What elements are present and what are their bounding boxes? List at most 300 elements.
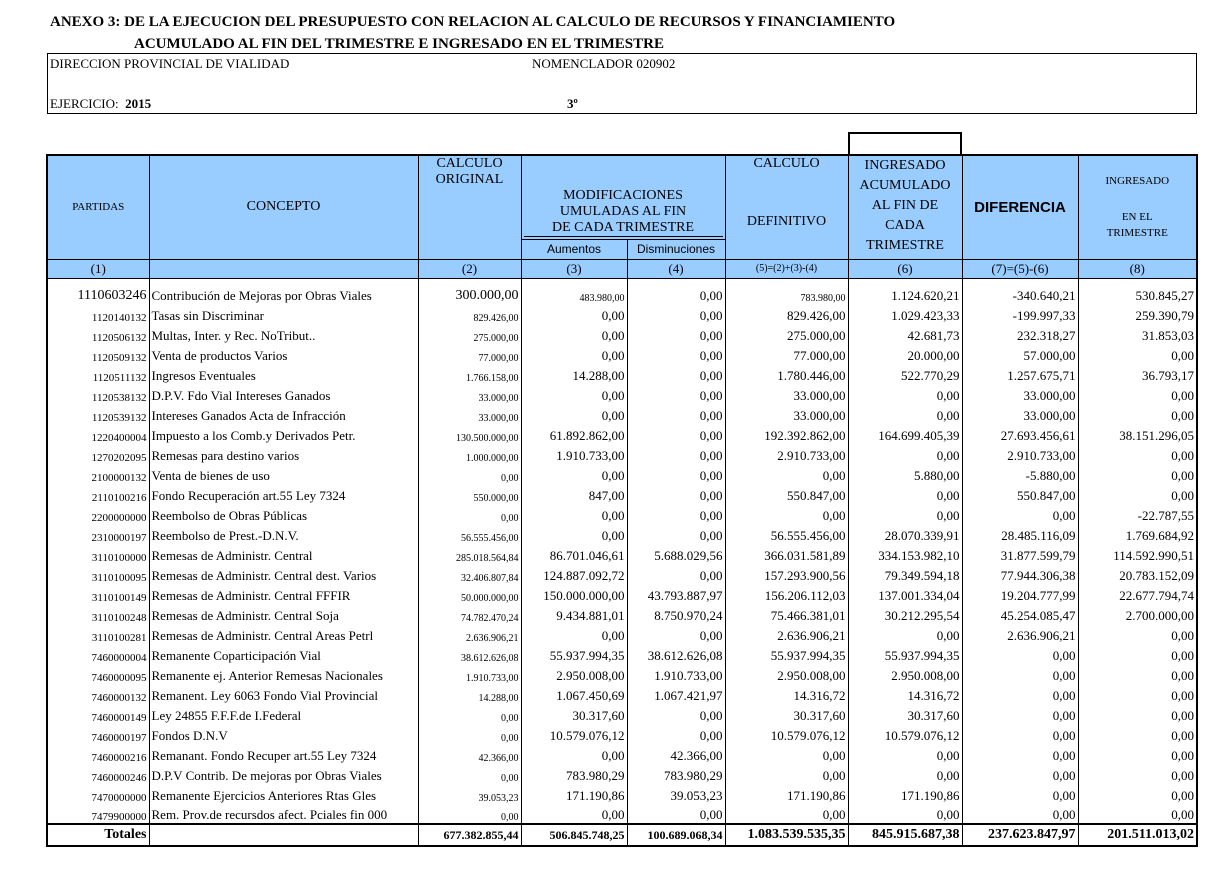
- total-aumentos[interactable]: 506.845.748,25: [521, 824, 627, 846]
- cell-ingresado-acum[interactable]: 30.212.295,54: [848, 604, 962, 624]
- cell-disminuciones[interactable]: 8.750.970,24: [627, 604, 725, 624]
- cell-original[interactable]: 300.000,00: [418, 284, 521, 304]
- colnum-2[interactable]: (2): [418, 259, 521, 278]
- cell-original[interactable]: 0,00: [418, 764, 521, 784]
- table-row: [47, 524, 1197, 544]
- cell-disminuciones[interactable]: 38.612.626,08: [627, 644, 725, 664]
- info-box: [47, 53, 1197, 114]
- table-row: [47, 304, 1197, 324]
- cell-original[interactable]: 74.782.470,24: [418, 604, 521, 624]
- cell-aumentos[interactable]: 61.892.862,00: [521, 424, 627, 444]
- cell-original[interactable]: 285.018.564,84: [418, 544, 521, 564]
- cell-original[interactable]: 0,00: [418, 464, 521, 484]
- cell-partida[interactable]: 1120509132: [47, 344, 149, 364]
- cell-ingresado-acum[interactable]: 0,00: [848, 444, 962, 464]
- cell-aumentos[interactable]: 0,00: [521, 464, 627, 484]
- cell-disminuciones[interactable]: 0,00: [627, 524, 725, 544]
- cell-ingresado-acum[interactable]: 28.070.339,91: [848, 524, 962, 544]
- table-row: [47, 724, 1197, 744]
- cell-partida[interactable]: 7460000095: [47, 664, 149, 684]
- cell-original[interactable]: 130.500.000,00: [418, 424, 521, 444]
- cell-concepto[interactable]: Multas, Inter. y Rec. NoTribut..: [149, 324, 418, 344]
- total-original[interactable]: 677.382.855,44: [418, 824, 521, 846]
- cell-aumentos[interactable]: 171.190,86: [521, 784, 627, 804]
- cell-partida[interactable]: 3110100095: [47, 564, 149, 584]
- cell-ingresado-trim[interactable]: 0,00: [1078, 624, 1197, 644]
- cell-ingresado-acum[interactable]: 14.316,72: [848, 684, 962, 704]
- cell-concepto[interactable]: Remesas para destino varios: [149, 444, 418, 464]
- cell-ingresado-acum[interactable]: 79.349.594,18: [848, 564, 962, 584]
- header-calculo-original-line2: ORIGINAL: [435, 172, 504, 187]
- cell-original[interactable]: 50.000.000,00: [418, 584, 521, 604]
- cell-ingresado-acum[interactable]: 10.579.076,12: [848, 724, 962, 744]
- header-concepto[interactable]: CONCEPTO: [149, 155, 418, 259]
- cell-diferencia[interactable]: 550.847,00: [962, 484, 1078, 504]
- cell-ingresado-trim[interactable]: 0,00: [1078, 384, 1197, 404]
- cell-partida[interactable]: 7460000216: [47, 744, 149, 764]
- cell-original[interactable]: 275.000,00: [418, 324, 521, 344]
- totals-blank[interactable]: [149, 824, 418, 846]
- cell-aumentos[interactable]: 0,00: [521, 524, 627, 544]
- table-row: [47, 584, 1197, 604]
- cell-partida[interactable]: 2310000197: [47, 524, 149, 544]
- cell-ingresado-acum[interactable]: 55.937.994,35: [848, 644, 962, 664]
- cell-concepto[interactable]: Reembolso de Prest.-D.N.V.: [149, 524, 418, 544]
- cell-partida[interactable]: 2110100216: [47, 484, 149, 504]
- total-definitivo[interactable]: 1.083.539.535,35: [725, 824, 848, 846]
- cell-aumentos[interactable]: 0,00: [521, 344, 627, 364]
- cell-aumentos[interactable]: 55.937.994,35: [521, 644, 627, 664]
- cell-original[interactable]: 32.406.807,84: [418, 564, 521, 584]
- header-ingresado-acumulado-line2: ACUMULADO: [859, 178, 951, 193]
- cell-aumentos[interactable]: 0,00: [521, 304, 627, 324]
- cell-aumentos[interactable]: 30.317,60: [521, 704, 627, 724]
- cell-disminuciones[interactable]: 0,00: [627, 364, 725, 384]
- cell-original[interactable]: 829.426,00: [418, 304, 521, 324]
- cell-diferencia[interactable]: 0,00: [962, 764, 1078, 784]
- cell-concepto[interactable]: Remesas de Administr. Central dest. Varios: [149, 564, 418, 584]
- cell-diferencia[interactable]: 31.877.599,79: [962, 544, 1078, 564]
- header-aumentos[interactable]: Aumentos: [521, 239, 627, 259]
- cell-aumentos[interactable]: 0,00: [521, 504, 627, 524]
- cell-diferencia[interactable]: 0,00: [962, 504, 1078, 524]
- cell-partida[interactable]: 3110100149: [47, 584, 149, 604]
- cell-ingresado-trim[interactable]: 0,00: [1078, 404, 1197, 424]
- cell-ingresado-trim[interactable]: 20.783.152,09: [1078, 564, 1197, 584]
- selected-cell-indicator[interactable]: [848, 132, 962, 154]
- cell-ingresado-trim[interactable]: 0,00: [1078, 704, 1197, 724]
- cell-disminuciones[interactable]: 783.980,29: [627, 764, 725, 784]
- cell-aumentos[interactable]: 0,00: [521, 744, 627, 764]
- cell-diferencia[interactable]: 28.485.116,09: [962, 524, 1078, 544]
- cell-partida[interactable]: 1220400004: [47, 424, 149, 444]
- header-diferencia[interactable]: DIFERENCIA: [962, 155, 1078, 259]
- cell-aumentos[interactable]: 847,00: [521, 484, 627, 504]
- table-row: [47, 744, 1197, 764]
- cell-ingresado-acum[interactable]: 137.001.334,04: [848, 584, 962, 604]
- cell-disminuciones[interactable]: 43.793.887,97: [627, 584, 725, 604]
- cell-concepto[interactable]: Rem. Prov.de recursdos afect. Pciales fin 000: [149, 804, 418, 824]
- report-title-line2: ACUMULADO AL FIN DEL TRIMESTRE E INGRESADO EN EL TRIMESTRE: [134, 36, 664, 52]
- colnum-3[interactable]: (3): [521, 259, 627, 278]
- cell-aumentos[interactable]: 0,00: [521, 384, 627, 404]
- cell-partida[interactable]: 3110100000: [47, 544, 149, 564]
- table-row: [47, 324, 1197, 344]
- cell-aumentos[interactable]: 783.980,29: [521, 764, 627, 784]
- total-diferencia[interactable]: 237.623.847,97: [962, 824, 1078, 846]
- cell-original[interactable]: 0,00: [418, 724, 521, 744]
- total-ingresado-trim[interactable]: 201.511.013,02: [1078, 824, 1197, 846]
- cell-concepto[interactable]: Contribución de Mejoras por Obras Viales: [149, 284, 418, 304]
- cell-diferencia[interactable]: 2.910.733,00: [962, 444, 1078, 464]
- cell-ingresado-trim[interactable]: -22.787,55: [1078, 504, 1197, 524]
- cell-ingresado-trim[interactable]: 38.151.296,05: [1078, 424, 1197, 444]
- cell-partida[interactable]: 3110100281: [47, 624, 149, 644]
- cell-partida[interactable]: 7479900000: [47, 804, 149, 824]
- cell-definitivo[interactable]: 0,00: [725, 504, 848, 524]
- cell-disminuciones[interactable]: 0,00: [627, 484, 725, 504]
- cell-definitivo[interactable]: 171.190,86: [725, 784, 848, 804]
- header-disminuciones[interactable]: Disminuciones: [627, 239, 725, 259]
- cell-partida[interactable]: 7460000246: [47, 764, 149, 784]
- cell-original[interactable]: 1.766.158,00: [418, 364, 521, 384]
- table-row: [47, 644, 1197, 664]
- cell-definitivo[interactable]: 1.780.446,00: [725, 364, 848, 384]
- cell-definitivo[interactable]: 550.847,00: [725, 484, 848, 504]
- cell-definitivo[interactable]: 0,00: [725, 464, 848, 484]
- cell-ingresado-acum[interactable]: 20.000,00: [848, 344, 962, 364]
- cell-diferencia[interactable]: -199.997,33: [962, 304, 1078, 324]
- cell-disminuciones[interactable]: 1.067.421,97: [627, 684, 725, 704]
- cell-definitivo[interactable]: 783.980,00: [725, 284, 848, 304]
- cell-ingresado-acum[interactable]: 42.681,73: [848, 324, 962, 344]
- cell-concepto[interactable]: Fondos D.N.V: [149, 724, 418, 744]
- total-ingresado-acum[interactable]: 845.915.687,38: [848, 824, 962, 846]
- cell-original[interactable]: 77.000,00: [418, 344, 521, 364]
- cell-diferencia[interactable]: 0,00: [962, 704, 1078, 724]
- cell-ingresado-trim[interactable]: 0,00: [1078, 444, 1197, 464]
- table-row: [47, 544, 1197, 564]
- cell-partida[interactable]: 7460000149: [47, 704, 149, 724]
- cell-diferencia[interactable]: 0,00: [962, 644, 1078, 664]
- colnum-5[interactable]: (5)=(2)+(3)-(4): [725, 259, 848, 278]
- cell-disminuciones[interactable]: 0,00: [627, 304, 725, 324]
- cell-concepto[interactable]: Remanant. Fondo Recuper art.55 Ley 7324: [149, 744, 418, 764]
- cell-definitivo[interactable]: 33.000,00: [725, 384, 848, 404]
- cell-aumentos[interactable]: 2.950.008,00: [521, 664, 627, 684]
- cell-ingresado-acum[interactable]: 0,00: [848, 484, 962, 504]
- cell-definitivo[interactable]: 33.000,00: [725, 404, 848, 424]
- cell-diferencia[interactable]: 45.254.085,47: [962, 604, 1078, 624]
- cell-original[interactable]: 33.000,00: [418, 404, 521, 424]
- colnum-6[interactable]: (6): [848, 259, 962, 278]
- cell-definitivo[interactable]: 156.206.112,03: [725, 584, 848, 604]
- cell-ingresado-trim[interactable]: 0,00: [1078, 764, 1197, 784]
- cell-disminuciones[interactable]: 0,00: [627, 344, 725, 364]
- trimestre-value: 3º: [567, 96, 578, 111]
- cell-diferencia[interactable]: 77.944.306,38: [962, 564, 1078, 584]
- cell-disminuciones[interactable]: 0,00: [627, 324, 725, 344]
- table-row: [47, 764, 1197, 784]
- cell-aumentos[interactable]: 1.910.733,00: [521, 444, 627, 464]
- cell-ingresado-acum[interactable]: 0,00: [848, 744, 962, 764]
- cell-definitivo[interactable]: 192.392.862,00: [725, 424, 848, 444]
- cell-aumentos[interactable]: 9.434.881,01: [521, 604, 627, 624]
- cell-original[interactable]: 2.636.906,21: [418, 624, 521, 644]
- cell-ingresado-trim[interactable]: 0,00: [1078, 804, 1197, 824]
- cell-ingresado-trim[interactable]: 0,00: [1078, 724, 1197, 744]
- cell-ingresado-acum[interactable]: 164.699.405,39: [848, 424, 962, 444]
- cell-concepto[interactable]: Reembolso de Obras Públicas: [149, 504, 418, 524]
- colnum-1[interactable]: (1): [47, 259, 149, 278]
- cell-partida[interactable]: 7460000004: [47, 644, 149, 664]
- cell-concepto[interactable]: Ingresos Eventuales: [149, 364, 418, 384]
- header-calculo-definitivo-line2: DEFINITIVO: [746, 214, 827, 229]
- header-calculo-original-line1: CALCULO: [436, 156, 503, 171]
- cell-original[interactable]: 39.053,23: [418, 784, 521, 804]
- cell-concepto[interactable]: Impuesto a los Comb.y Derivados Petr.: [149, 424, 418, 444]
- report-title-line1: ANEXO 3: DE LA EJECUCION DEL PRESUPUESTO CON RELACION AL CALCULO DE RECURSOS Y FINANCIAMIENTO: [50, 14, 896, 30]
- cell-partida[interactable]: 7460000197: [47, 724, 149, 744]
- cell-ingresado-acum[interactable]: 0,00: [848, 764, 962, 784]
- cell-disminuciones[interactable]: 0,00: [627, 504, 725, 524]
- cell-concepto[interactable]: Remanente Ejercicios Anteriores Rtas Gles: [149, 784, 418, 804]
- cell-diferencia[interactable]: 19.204.777,99: [962, 584, 1078, 604]
- cell-definitivo[interactable]: 2.950.008,00: [725, 664, 848, 684]
- cell-disminuciones[interactable]: 0,00: [627, 404, 725, 424]
- cell-definitivo[interactable]: 0,00: [725, 804, 848, 824]
- colnum-8[interactable]: (8): [1078, 259, 1197, 278]
- cell-definitivo[interactable]: 55.937.994,35: [725, 644, 848, 664]
- cell-diferencia[interactable]: 0,00: [962, 684, 1078, 704]
- cell-diferencia[interactable]: 0,00: [962, 744, 1078, 764]
- cell-ingresado-trim[interactable]: 0,00: [1078, 684, 1197, 704]
- header-ingresado-trimestre[interactable]: [1078, 155, 1197, 259]
- colnum-4[interactable]: (4): [627, 259, 725, 278]
- cell-disminuciones[interactable]: 0,00: [627, 564, 725, 584]
- cell-ingresado-trim[interactable]: 0,00: [1078, 784, 1197, 804]
- cell-aumentos[interactable]: 0,00: [521, 804, 627, 824]
- cell-definitivo[interactable]: 829.426,00: [725, 304, 848, 324]
- table-row: [47, 564, 1197, 584]
- cell-concepto[interactable]: Remesas de Administr. Central: [149, 544, 418, 564]
- cell-diferencia[interactable]: 57.000,00: [962, 344, 1078, 364]
- cell-ingresado-trim[interactable]: 0,00: [1078, 744, 1197, 764]
- cell-disminuciones[interactable]: 0,00: [627, 724, 725, 744]
- total-disminuciones[interactable]: 100.689.068,34: [627, 824, 725, 846]
- cell-partida[interactable]: 7460000132: [47, 684, 149, 704]
- cell-partida[interactable]: 1120538132: [47, 384, 149, 404]
- header-ingresado-acumulado-line1: INGRESADO: [864, 158, 946, 173]
- cell-original[interactable]: 1.910.733,00: [418, 664, 521, 684]
- cell-concepto[interactable]: Ley 24855 F.F.F.de I.Federal: [149, 704, 418, 724]
- cell-concepto[interactable]: Tasas sin Discriminar: [149, 304, 418, 324]
- cell-disminuciones[interactable]: 0,00: [627, 804, 725, 824]
- cell-ingresado-trim[interactable]: 2.700.000,00: [1078, 604, 1197, 624]
- cell-ingresado-acum[interactable]: 5.880,00: [848, 464, 962, 484]
- header-partidas[interactable]: PARTIDAS: [47, 155, 149, 259]
- cell-ingresado-acum[interactable]: 0,00: [848, 624, 962, 644]
- cell-concepto[interactable]: Intereses Ganados Acta de Infracción: [149, 404, 418, 424]
- cell-partida[interactable]: 1120511132: [47, 364, 149, 384]
- colnum-7[interactable]: (7)=(5)-(6): [962, 259, 1078, 278]
- cell-concepto[interactable]: Venta de productos Varios: [149, 344, 418, 364]
- header-calculo-definitivo[interactable]: [725, 155, 848, 259]
- cell-concepto[interactable]: Remesas de Administr. Central Areas Petrl: [149, 624, 418, 644]
- cell-disminuciones[interactable]: 42.366,00: [627, 744, 725, 764]
- cell-ingresado-trim[interactable]: 259.390,79: [1078, 304, 1197, 324]
- cell-definitivo[interactable]: 75.466.381,01: [725, 604, 848, 624]
- cell-aumentos[interactable]: 124.887.092,72: [521, 564, 627, 584]
- cell-concepto[interactable]: Venta de bienes de uso: [149, 464, 418, 484]
- cell-ingresado-trim[interactable]: 0,00: [1078, 464, 1197, 484]
- cell-ingresado-trim[interactable]: 22.677.794,74: [1078, 584, 1197, 604]
- cell-ingresado-acum[interactable]: 1.029.423,33: [848, 304, 962, 324]
- header-calculo-definitivo-line1: CALCULO: [753, 156, 820, 171]
- cell-original[interactable]: 1.000.000,00: [418, 444, 521, 464]
- cell-concepto[interactable]: Remanent. Ley 6063 Fondo Vial Provincial: [149, 684, 418, 704]
- cell-definitivo[interactable]: 14.316,72: [725, 684, 848, 704]
- cell-concepto[interactable]: Remesas de Administr. Central FFFIR: [149, 584, 418, 604]
- cell-definitivo[interactable]: 0,00: [725, 764, 848, 784]
- table-row: [47, 804, 1197, 824]
- totals-label[interactable]: Totales: [47, 824, 149, 846]
- cell-aumentos[interactable]: 483.980,00: [521, 284, 627, 304]
- cell-ingresado-acum[interactable]: 0,00: [848, 404, 962, 424]
- cell-ingresado-trim[interactable]: 0,00: [1078, 484, 1197, 504]
- cell-partida[interactable]: 1110603246: [47, 284, 149, 304]
- cell-definitivo[interactable]: 157.293.900,56: [725, 564, 848, 584]
- cell-aumentos[interactable]: 86.701.046,61: [521, 544, 627, 564]
- cell-ingresado-acum[interactable]: 522.770,29: [848, 364, 962, 384]
- cell-ingresado-trim[interactable]: 114.592.990,51: [1078, 544, 1197, 564]
- cell-ingresado-trim[interactable]: 1.769.684,92: [1078, 524, 1197, 544]
- cell-partida[interactable]: 1120539132: [47, 404, 149, 424]
- cell-disminuciones[interactable]: 0,00: [627, 384, 725, 404]
- cell-diferencia[interactable]: 0,00: [962, 784, 1078, 804]
- cell-diferencia[interactable]: 27.693.456,61: [962, 424, 1078, 444]
- cell-disminuciones[interactable]: 0,00: [627, 464, 725, 484]
- cell-original[interactable]: 33.000,00: [418, 384, 521, 404]
- cell-disminuciones[interactable]: 1.910.733,00: [627, 664, 725, 684]
- cell-ingresado-acum[interactable]: 2.950.008,00: [848, 664, 962, 684]
- cell-ingresado-trim[interactable]: 0,00: [1078, 644, 1197, 664]
- cell-original[interactable]: 0,00: [418, 704, 521, 724]
- cell-aumentos[interactable]: 0,00: [521, 324, 627, 344]
- cell-disminuciones[interactable]: 39.053,23: [627, 784, 725, 804]
- ejercicio-value: 2015: [125, 96, 152, 111]
- cell-ingresado-trim[interactable]: 31.853,03: [1078, 324, 1197, 344]
- cell-partida[interactable]: 1120506132: [47, 324, 149, 344]
- cell-concepto[interactable]: Remanente ej. Anterior Remesas Nacionales: [149, 664, 418, 684]
- cell-disminuciones[interactable]: 5.688.029,56: [627, 544, 725, 564]
- cell-definitivo[interactable]: 275.000,00: [725, 324, 848, 344]
- cell-partida[interactable]: 3110100248: [47, 604, 149, 624]
- cell-original[interactable]: 56.555.456,00: [418, 524, 521, 544]
- cell-diferencia[interactable]: 0,00: [962, 804, 1078, 824]
- cell-ingresado-acum[interactable]: 0,00: [848, 504, 962, 524]
- cell-aumentos[interactable]: 1.067.450,69: [521, 684, 627, 704]
- ejercicio-line: [50, 96, 151, 112]
- header-modificaciones-line1: MODIFICACIONES: [563, 187, 683, 203]
- cell-original[interactable]: 0,00: [418, 504, 521, 524]
- cell-definitivo[interactable]: 2.636.906,21: [725, 624, 848, 644]
- cell-definitivo[interactable]: 2.910.733,00: [725, 444, 848, 464]
- cell-definitivo[interactable]: 30.317,60: [725, 704, 848, 724]
- cell-diferencia[interactable]: 0,00: [962, 664, 1078, 684]
- cell-ingresado-acum[interactable]: 30.317,60: [848, 704, 962, 724]
- cell-concepto[interactable]: D.P.V Contrib. De mejoras por Obras Viales: [149, 764, 418, 784]
- cell-original[interactable]: 38.612.626,08: [418, 644, 521, 664]
- cell-disminuciones[interactable]: 0,00: [627, 284, 725, 304]
- cell-ingresado-trim[interactable]: 0,00: [1078, 344, 1197, 364]
- cell-concepto[interactable]: Fondo Recuperación art.55 Ley 7324: [149, 484, 418, 504]
- cell-diferencia[interactable]: 232.318,27: [962, 324, 1078, 344]
- cell-aumentos[interactable]: 10.579.076,12: [521, 724, 627, 744]
- cell-definitivo[interactable]: 10.579.076,12: [725, 724, 848, 744]
- cell-definitivo[interactable]: 56.555.456,00: [725, 524, 848, 544]
- cell-definitivo[interactable]: 77.000,00: [725, 344, 848, 364]
- cell-disminuciones[interactable]: 0,00: [627, 424, 725, 444]
- cell-diferencia[interactable]: 2.636.906,21: [962, 624, 1078, 644]
- cell-partida[interactable]: 7470000000: [47, 784, 149, 804]
- cell-original[interactable]: 550.000,00: [418, 484, 521, 504]
- cell-concepto[interactable]: D.P.V. Fdo Vial Intereses Ganados: [149, 384, 418, 404]
- cell-ingresado-trim[interactable]: 0,00: [1078, 664, 1197, 684]
- totals-row: [47, 824, 1197, 846]
- cell-ingresado-acum[interactable]: 0,00: [848, 804, 962, 824]
- cell-diferencia[interactable]: -340.640,21: [962, 284, 1078, 304]
- header-modificaciones[interactable]: [521, 155, 725, 239]
- cell-definitivo[interactable]: 0,00: [725, 744, 848, 764]
- header-calculo-original[interactable]: [418, 155, 521, 259]
- table-row: [47, 624, 1197, 644]
- table-row: [47, 344, 1197, 364]
- cell-partida[interactable]: 2100000132: [47, 464, 149, 484]
- cell-ingresado-acum[interactable]: 1.124.620,21: [848, 284, 962, 304]
- cell-disminuciones[interactable]: 0,00: [627, 444, 725, 464]
- cell-diferencia[interactable]: 0,00: [962, 724, 1078, 744]
- cell-concepto[interactable]: Remanente Coparticipación Vial: [149, 644, 418, 664]
- cell-aumentos[interactable]: 14.288,00: [521, 364, 627, 384]
- colnum-blank[interactable]: [149, 259, 418, 278]
- cell-ingresado-trim[interactable]: 36.793,17: [1078, 364, 1197, 384]
- cell-partida[interactable]: 1120140132: [47, 304, 149, 324]
- cell-disminuciones[interactable]: 0,00: [627, 624, 725, 644]
- cell-disminuciones[interactable]: 0,00: [627, 704, 725, 724]
- cell-diferencia[interactable]: 33.000,00: [962, 404, 1078, 424]
- cell-aumentos[interactable]: 150.000.000,00: [521, 584, 627, 604]
- cell-diferencia[interactable]: 1.257.675,71: [962, 364, 1078, 384]
- cell-ingresado-acum[interactable]: 171.190,86: [848, 784, 962, 804]
- cell-original[interactable]: 42.366,00: [418, 744, 521, 764]
- cell-ingresado-trim[interactable]: 530.845,27: [1078, 284, 1197, 304]
- cell-partida[interactable]: 2200000000: [47, 504, 149, 524]
- cell-definitivo[interactable]: 366.031.581,89: [725, 544, 848, 564]
- cell-diferencia[interactable]: -5.880,00: [962, 464, 1078, 484]
- cell-aumentos[interactable]: 0,00: [521, 624, 627, 644]
- cell-ingresado-acum[interactable]: 334.153.982,10: [848, 544, 962, 564]
- cell-ingresado-acum[interactable]: 0,00: [848, 384, 962, 404]
- cell-diferencia[interactable]: 33.000,00: [962, 384, 1078, 404]
- cell-concepto[interactable]: Remesas de Administr. Central Soja: [149, 604, 418, 624]
- cell-original[interactable]: 0,00: [418, 804, 521, 824]
- cell-aumentos[interactable]: 0,00: [521, 404, 627, 424]
- header-ingresado-acumulado[interactable]: [848, 155, 962, 259]
- cell-original[interactable]: 14.288,00: [418, 684, 521, 704]
- header-modificaciones-line2: UMULADAS AL FIN: [559, 203, 687, 219]
- cell-partida[interactable]: 1270202095: [47, 444, 149, 464]
